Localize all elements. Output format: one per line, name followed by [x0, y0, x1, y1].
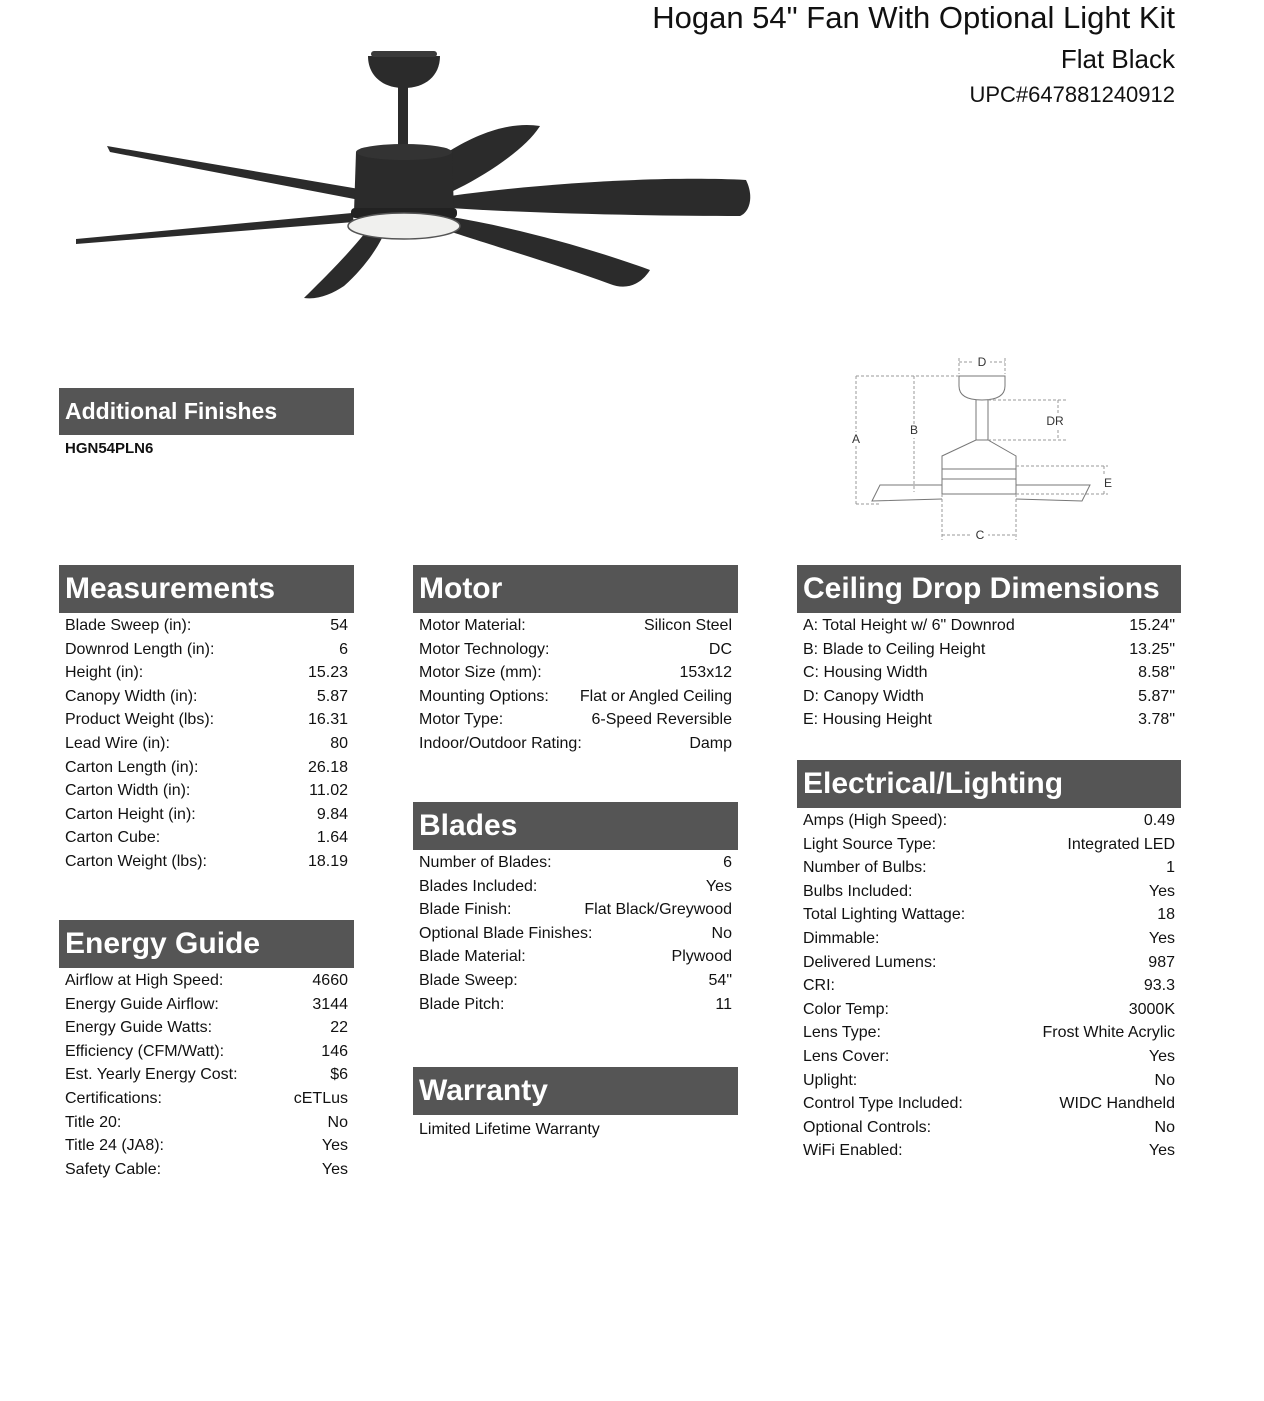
spec-label: Amps (High Speed): — [803, 812, 948, 829]
spec-label: Motor Type: — [419, 711, 504, 729]
spec-value: 15.24" — [1129, 617, 1175, 634]
spec-value: Integrated LED — [1067, 835, 1175, 853]
spec-value: No — [327, 1113, 348, 1131]
spec-value: 13.25" — [1129, 640, 1175, 658]
electrical-lighting-section — [797, 760, 1181, 1163]
measurements-section — [59, 565, 354, 874]
spec-row — [803, 833, 1175, 857]
spec-label: Delivered Lumens: — [803, 953, 937, 971]
product-title: Hogan 54" Fan With Optional Light Kit — [652, 0, 1175, 35]
spec-label: Bulbs Included: — [803, 882, 913, 900]
motor-rows — [413, 614, 738, 756]
electrical-lighting-rows — [797, 809, 1181, 1163]
spec-row — [65, 803, 348, 827]
diagram-label-b: B — [909, 423, 919, 437]
spec-label: Blade Sweep (in): — [65, 617, 192, 634]
spec-value: No — [711, 924, 732, 942]
measurements-header: Measurements — [59, 565, 354, 613]
spec-label: Energy Guide Watts: — [65, 1019, 213, 1037]
spec-value: $6 — [330, 1066, 348, 1084]
spec-row — [803, 638, 1175, 662]
spec-row — [65, 1016, 348, 1040]
spec-label: Carton Length (in): — [65, 758, 199, 776]
product-finish: Flat Black — [1060, 44, 1175, 74]
spec-row — [803, 880, 1175, 904]
spec-label: Lead Wire (in): — [65, 734, 170, 752]
spec-label: Motor Technology: — [419, 640, 550, 658]
spec-row — [419, 732, 732, 756]
spec-value: No — [1154, 1118, 1175, 1136]
spec-row — [65, 1134, 348, 1158]
spec-value: No — [1154, 1071, 1175, 1089]
spec-label: Lens Type: — [803, 1024, 881, 1042]
spec-label: Dimmable: — [803, 929, 880, 947]
motor-section — [413, 565, 738, 756]
spec-value: 54" — [708, 971, 732, 989]
diagram-label-a: A — [851, 432, 861, 446]
spec-value: 93.3 — [1143, 977, 1175, 995]
spec-value: 26.18 — [307, 758, 348, 776]
spec-label: Certifications: — [65, 1089, 162, 1107]
spec-label: Control Type Included: — [803, 1095, 963, 1113]
spec-row — [419, 875, 732, 899]
spec-label: Number of Bulbs: — [803, 859, 927, 877]
diagram-label-dr: DR — [1046, 414, 1064, 428]
motor-header: Motor — [413, 565, 738, 613]
spec-value: Yes — [321, 1137, 348, 1155]
spec-label: Mounting Options: — [419, 687, 549, 705]
spec-row — [419, 993, 732, 1017]
additional-finishes-section — [59, 388, 354, 457]
spec-value: 4660 — [312, 972, 348, 989]
measurements-rows — [59, 614, 354, 874]
spec-row — [65, 779, 348, 803]
spec-row — [65, 732, 348, 756]
ceiling-drop-header: Ceiling Drop Dimensions — [797, 565, 1181, 613]
spec-row — [803, 903, 1175, 927]
spec-label: C: Housing Width — [803, 664, 928, 682]
spec-row — [419, 898, 732, 922]
spec-label: E: Housing Height — [803, 711, 932, 729]
spec-label: Indoor/Outdoor Rating: — [419, 734, 582, 752]
spec-value: 18.19 — [307, 852, 348, 870]
spec-row — [419, 638, 732, 662]
ceiling-drop-diagram — [846, 352, 1118, 548]
spec-row — [419, 661, 732, 685]
spec-value: Frost White Acrylic — [1042, 1024, 1175, 1042]
spec-value: DC — [708, 640, 732, 658]
spec-label: B: Blade to Ceiling Height — [803, 640, 986, 658]
spec-row — [803, 1139, 1175, 1163]
ceiling-drop-rows — [797, 614, 1181, 732]
spec-value: 6 — [723, 854, 732, 871]
spec-value: 9.84 — [316, 805, 348, 823]
spec-label: Blades Included: — [419, 877, 538, 895]
spec-value: 8.58" — [1138, 664, 1175, 682]
spec-value: 16.31 — [307, 711, 348, 729]
spec-row — [803, 661, 1175, 685]
spec-row — [65, 1040, 348, 1064]
product-upc: UPC#647881240912 — [969, 82, 1175, 107]
spec-row — [419, 945, 732, 969]
spec-label: Light Source Type: — [803, 835, 937, 853]
spec-label: Blade Finish: — [419, 901, 512, 919]
spec-row — [803, 998, 1175, 1022]
spec-value: Yes — [321, 1160, 348, 1178]
spec-label: Carton Width (in): — [65, 782, 191, 800]
spec-label: Uplight: — [803, 1071, 858, 1089]
diagram-label-d: D — [977, 355, 987, 369]
spec-row — [803, 1021, 1175, 1045]
spec-value: 153x12 — [679, 664, 732, 682]
spec-value: 1.64 — [316, 829, 348, 847]
spec-row — [803, 927, 1175, 951]
ceiling-drop-section — [797, 565, 1181, 732]
spec-row — [65, 826, 348, 850]
spec-row — [803, 856, 1175, 880]
spec-row — [65, 993, 348, 1017]
warranty-text: Limited Lifetime Warranty — [419, 1121, 600, 1138]
spec-value: Plywood — [671, 948, 732, 966]
spec-row — [419, 969, 732, 993]
spec-value: 80 — [330, 734, 348, 752]
spec-label: Height (in): — [65, 664, 144, 682]
warranty-header: Warranty — [413, 1067, 738, 1115]
diagram-label-e: E — [1103, 476, 1113, 490]
spec-row — [803, 614, 1175, 638]
spec-label: D: Canopy Width — [803, 687, 924, 705]
spec-row — [65, 1158, 348, 1182]
spec-row — [419, 851, 732, 875]
spec-value: cETLus — [293, 1089, 348, 1107]
spec-label: Carton Height (in): — [65, 805, 196, 823]
spec-row — [803, 708, 1175, 732]
energy-guide-section — [59, 920, 354, 1181]
spec-label: Safety Cable: — [65, 1160, 162, 1178]
spec-value: 18 — [1157, 906, 1175, 924]
spec-value: Damp — [689, 734, 732, 752]
spec-value: 0.49 — [1143, 812, 1175, 829]
spec-label: Blade Sweep: — [419, 971, 518, 989]
spec-value: 22 — [330, 1019, 348, 1037]
spec-row — [65, 1111, 348, 1135]
spec-value: 5.87" — [1138, 687, 1175, 705]
spec-row — [803, 685, 1175, 709]
spec-row — [65, 614, 348, 638]
spec-label: CRI: — [803, 977, 835, 995]
spec-value: 11.02 — [309, 782, 348, 800]
spec-value: 987 — [1148, 953, 1175, 971]
spec-row — [803, 809, 1175, 833]
spec-label: Airflow at High Speed: — [65, 972, 224, 989]
additional-finishes-header: Additional Finishes — [59, 388, 354, 435]
spec-value: Yes — [1148, 882, 1175, 900]
spec-label: Product Weight (lbs): — [65, 711, 215, 729]
spec-label: Motor Size (mm): — [419, 664, 542, 682]
spec-label: Canopy Width (in): — [65, 687, 198, 705]
spec-value: Flat Black/Greywood — [584, 901, 732, 919]
spec-value: 1 — [1166, 859, 1175, 877]
spec-label: Title 20: — [65, 1113, 122, 1131]
spec-value: 54 — [330, 617, 348, 634]
spec-label: Number of Blades: — [419, 854, 552, 871]
fan-product-image — [70, 48, 760, 303]
spec-row — [419, 614, 732, 638]
spec-value: Flat or Angled Ceiling — [579, 687, 732, 705]
spec-value: 6 — [339, 640, 348, 658]
spec-row — [65, 1063, 348, 1087]
spec-row — [65, 850, 348, 874]
spec-value: 6-Speed Reversible — [591, 711, 732, 729]
spec-value: WIDC Handheld — [1059, 1095, 1175, 1113]
spec-value: 3000K — [1128, 1000, 1175, 1018]
spec-value: 11 — [715, 995, 732, 1013]
spec-row — [419, 922, 732, 946]
spec-row — [65, 969, 348, 993]
spec-row — [803, 1069, 1175, 1093]
blades-rows — [413, 851, 738, 1016]
spec-value: 5.87 — [316, 687, 348, 705]
spec-value: 146 — [321, 1042, 348, 1060]
spec-row — [419, 708, 732, 732]
warranty-section — [413, 1067, 738, 1141]
spec-label: Title 24 (JA8): — [65, 1137, 164, 1155]
spec-label: Lens Cover: — [803, 1047, 890, 1065]
diagram-label-c: C — [975, 528, 985, 542]
spec-value: Yes — [1148, 929, 1175, 947]
blades-header: Blades — [413, 802, 738, 850]
spec-label: Blade Material: — [419, 948, 526, 966]
spec-label: Downrod Length (in): — [65, 640, 215, 658]
spec-label: Carton Cube: — [65, 829, 161, 847]
spec-row — [803, 1045, 1175, 1069]
spec-label: Color Temp: — [803, 1000, 889, 1018]
spec-row — [65, 661, 348, 685]
spec-row — [65, 708, 348, 732]
spec-row — [803, 1092, 1175, 1116]
spec-value: Yes — [705, 877, 732, 895]
spec-label: Energy Guide Airflow: — [65, 995, 219, 1013]
spec-label: Est. Yearly Energy Cost: — [65, 1066, 238, 1084]
spec-label: Motor Material: — [419, 617, 526, 634]
spec-value: 3144 — [312, 995, 348, 1013]
energy-guide-rows — [59, 969, 354, 1181]
spec-row — [803, 974, 1175, 998]
spec-value: Yes — [1148, 1047, 1175, 1065]
spec-row — [803, 1116, 1175, 1140]
spec-row — [803, 951, 1175, 975]
energy-guide-header: Energy Guide — [59, 920, 354, 968]
electrical-lighting-header: Electrical/Lighting — [797, 760, 1181, 808]
blades-section — [413, 802, 738, 1016]
spec-value: 15.23 — [307, 664, 348, 682]
spec-label: Total Lighting Wattage: — [803, 906, 966, 924]
spec-label: Optional Blade Finishes: — [419, 924, 593, 942]
spec-value: 3.78" — [1138, 711, 1175, 729]
spec-value: Yes — [1148, 1142, 1175, 1160]
spec-row — [65, 1087, 348, 1111]
spec-value: Silicon Steel — [643, 617, 732, 634]
spec-label: Efficiency (CFM/Watt): — [65, 1042, 225, 1060]
spec-label: Blade Pitch: — [419, 995, 505, 1013]
spec-row — [65, 756, 348, 780]
spec-label: WiFi Enabled: — [803, 1142, 903, 1160]
spec-label: A: Total Height w/ 6" Downrod — [803, 617, 1015, 634]
spec-row — [65, 638, 348, 662]
spec-label: Optional Controls: — [803, 1118, 932, 1136]
spec-row — [419, 685, 732, 709]
finish-code: HGN54PLN6 — [65, 440, 154, 457]
spec-row — [65, 685, 348, 709]
spec-label: Carton Weight (lbs): — [65, 852, 207, 870]
